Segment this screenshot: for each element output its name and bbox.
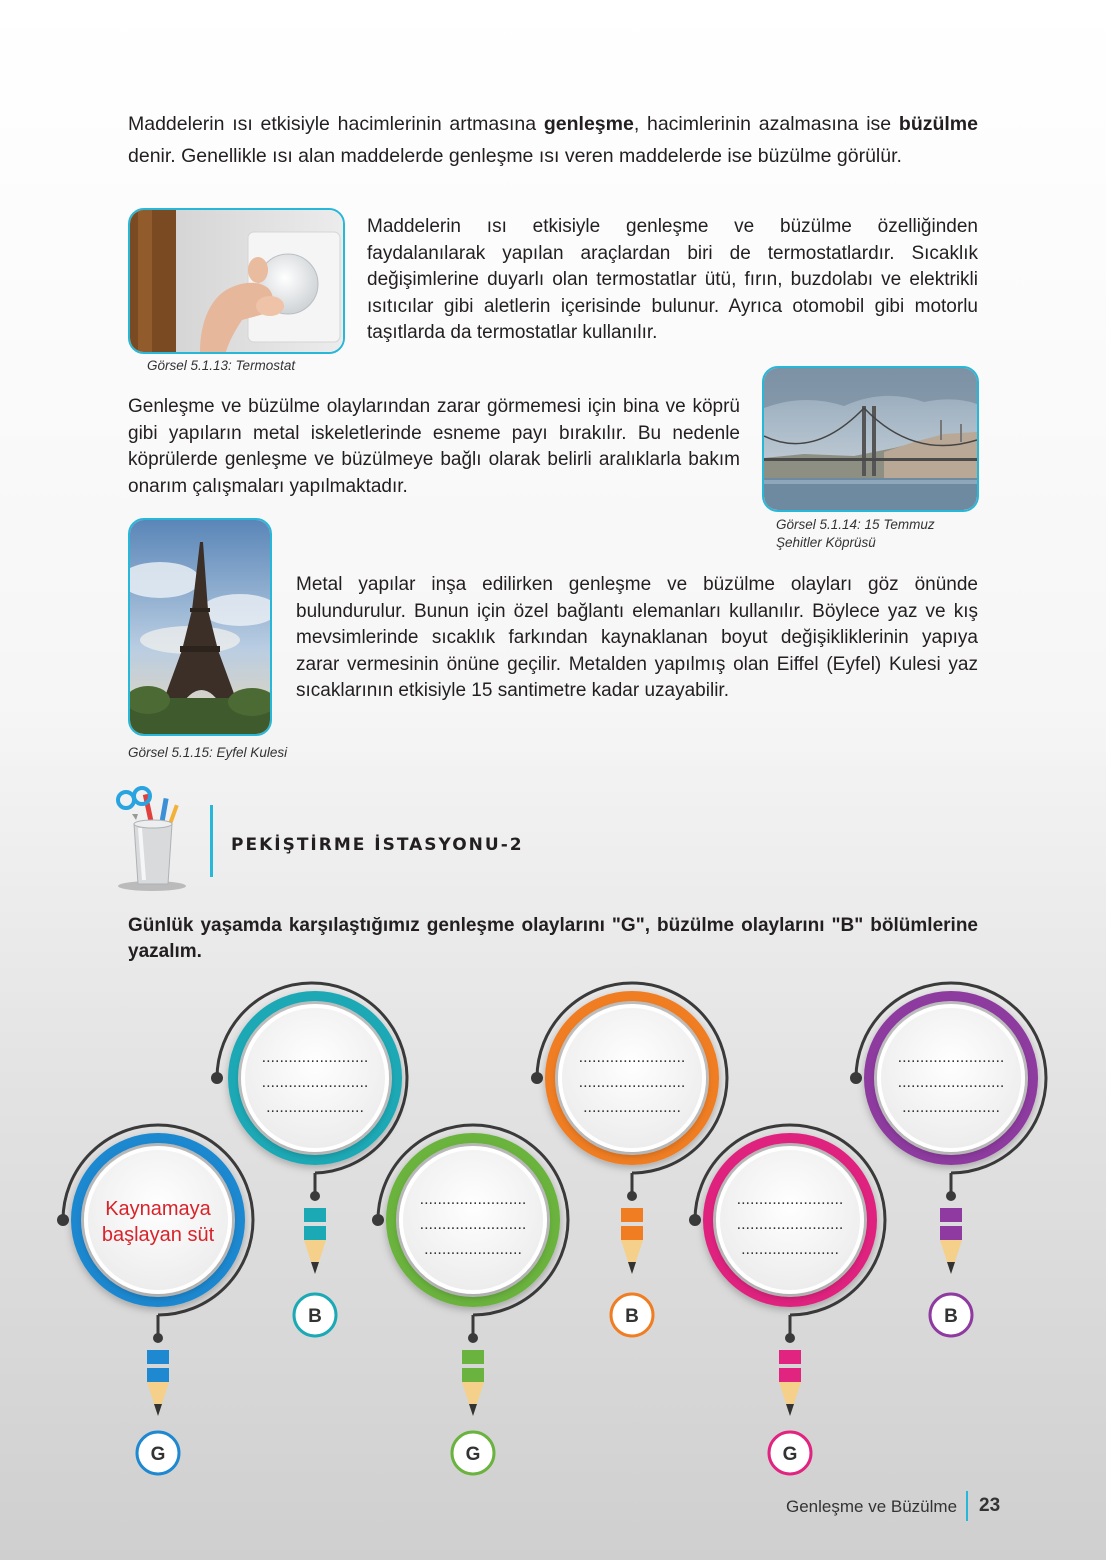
footer-divider bbox=[966, 1491, 968, 1521]
letter-g-green: G bbox=[465, 1444, 481, 1465]
station-title: PEKİŞTİRME İSTASYONU-2 bbox=[231, 835, 524, 855]
section-divider bbox=[210, 805, 213, 877]
bridge-photo bbox=[762, 366, 979, 512]
green-dots-1[interactable]: ........................ bbox=[419, 1191, 527, 1208]
orange-dots-1[interactable]: ........................ bbox=[578, 1049, 686, 1066]
blue-ring-line2: başlayan süt bbox=[101, 1224, 215, 1246]
intro-paragraph: Maddelerin ısı etkisiyle hacimlerinin artmasına genleşme, hacimlerinin azalmasına ise büzülme denir. Genellikle ısı alan maddelerde genleşme ısı veren maddelerde ise büzülme görülür. bbox=[128, 113, 978, 167]
teal-dots-1[interactable]: ........................ bbox=[261, 1049, 369, 1066]
ring-pink bbox=[689, 1125, 885, 1474]
letter-b-purple: B bbox=[944, 1306, 958, 1327]
ring-green bbox=[372, 1125, 568, 1474]
blue-ring-line1: Kaynamaya bbox=[105, 1198, 211, 1220]
eiffel-caption: Görsel 5.1.15: Eyfel Kulesi bbox=[128, 745, 288, 760]
activity-diagram bbox=[0, 980, 1106, 1500]
term-genlesme: genleşme bbox=[543, 113, 634, 135]
pink-pencil-icon bbox=[779, 1350, 801, 1416]
letter-g-blue: G bbox=[150, 1444, 166, 1465]
letter-b-orange: B bbox=[625, 1306, 639, 1327]
purple-dots-1[interactable]: ........................ bbox=[897, 1049, 1005, 1066]
teal-pencil-icon bbox=[304, 1208, 326, 1274]
term-buzulme: büzülme bbox=[898, 113, 978, 135]
pencil-cup-icon bbox=[108, 784, 192, 894]
green-dots-3[interactable]: ...................... bbox=[424, 1241, 522, 1258]
teal-dots-2[interactable]: ........................ bbox=[261, 1074, 369, 1091]
letter-g-pink: G bbox=[782, 1444, 798, 1465]
footer-title: Genleşme ve Büzülme bbox=[786, 1497, 958, 1516]
eiffel-photo bbox=[128, 518, 272, 736]
purple-pencil-icon bbox=[940, 1208, 962, 1274]
page-number: 23 bbox=[979, 1495, 1001, 1516]
pink-dots-1[interactable]: ........................ bbox=[736, 1191, 844, 1208]
ring-teal bbox=[211, 983, 407, 1336]
letter-b-teal: B bbox=[308, 1306, 322, 1327]
ring-purple bbox=[850, 983, 1046, 1336]
pink-dots-2[interactable]: ........................ bbox=[736, 1216, 844, 1233]
green-dots-2[interactable]: ........................ bbox=[419, 1216, 527, 1233]
eiffel-paragraph: Metal yapılar inşa edilirken genleşme ve büzülme olayları göz önünde bulundurulur. Bunun için özel bağlantı elemanları kullanılır. Böylece yaz ve kış mevsimlerinde sıcaklık farkından kaynaklanan boyut değişikliklerinin yapıya zarar vermesinin önüne geçilir. Metalden yapılmış olan Eiffel (Eyfel) Kulesi yaz sıcaklarının etkisiyle 15 santimetre kadar uzayabilir. bbox=[296, 574, 978, 701]
bridge-paragraph: Genleşme ve büzülme olaylarından zarar görmemesi için bina ve köprü gibi yapıların metal iskeletlerinde esneme payı bırakılır. Bu nedenle köprülerde genleşme ve büzülmeye bağlı olarak belirli aralıklarla bakım onarım çalışmaları yapılmaktadır. bbox=[128, 396, 740, 497]
thermostat-photo bbox=[128, 208, 345, 354]
teal-dots-3[interactable]: ...................... bbox=[266, 1099, 364, 1116]
thermostat-caption: Görsel 5.1.13: Termostat bbox=[147, 358, 296, 373]
pink-dots-3[interactable]: ...................... bbox=[741, 1241, 839, 1258]
orange-dots-2[interactable]: ........................ bbox=[578, 1074, 686, 1091]
purple-dots-2[interactable]: ........................ bbox=[897, 1074, 1005, 1091]
bridge-caption: Görsel 5.1.14: 15 Temmuz Şehitler Köprüsü bbox=[776, 517, 935, 550]
blue-pencil-icon bbox=[147, 1350, 169, 1416]
ring-orange bbox=[531, 983, 727, 1336]
thermostat-paragraph: Maddelerin ısı etkisiyle genleşme ve büzülme özelliğinden faydalanılarak yapılan araçlardan biri de termostatlardır. Sıcaklık değişimlerine duyarlı olan termostatlar ütü, fırın, buzdolabı ve elektrikli ısıtıcılar gibi aletlerin içerisinde bulunur. Ayrıca otomobil gibi motorlu taşıtlarda da termostatlar kullanılır. bbox=[367, 216, 978, 343]
orange-pencil-icon bbox=[621, 1208, 643, 1274]
instruction-text: Günlük yaşamda karşılaştığımız genleşme olaylarını "G", büzülme olaylarını "B" bölümlerine yazalım. bbox=[128, 915, 978, 962]
purple-dots-3[interactable]: ...................... bbox=[902, 1099, 1000, 1116]
green-pencil-icon bbox=[462, 1350, 484, 1416]
ring-blue bbox=[57, 1125, 253, 1474]
orange-dots-3[interactable]: ...................... bbox=[583, 1099, 681, 1116]
